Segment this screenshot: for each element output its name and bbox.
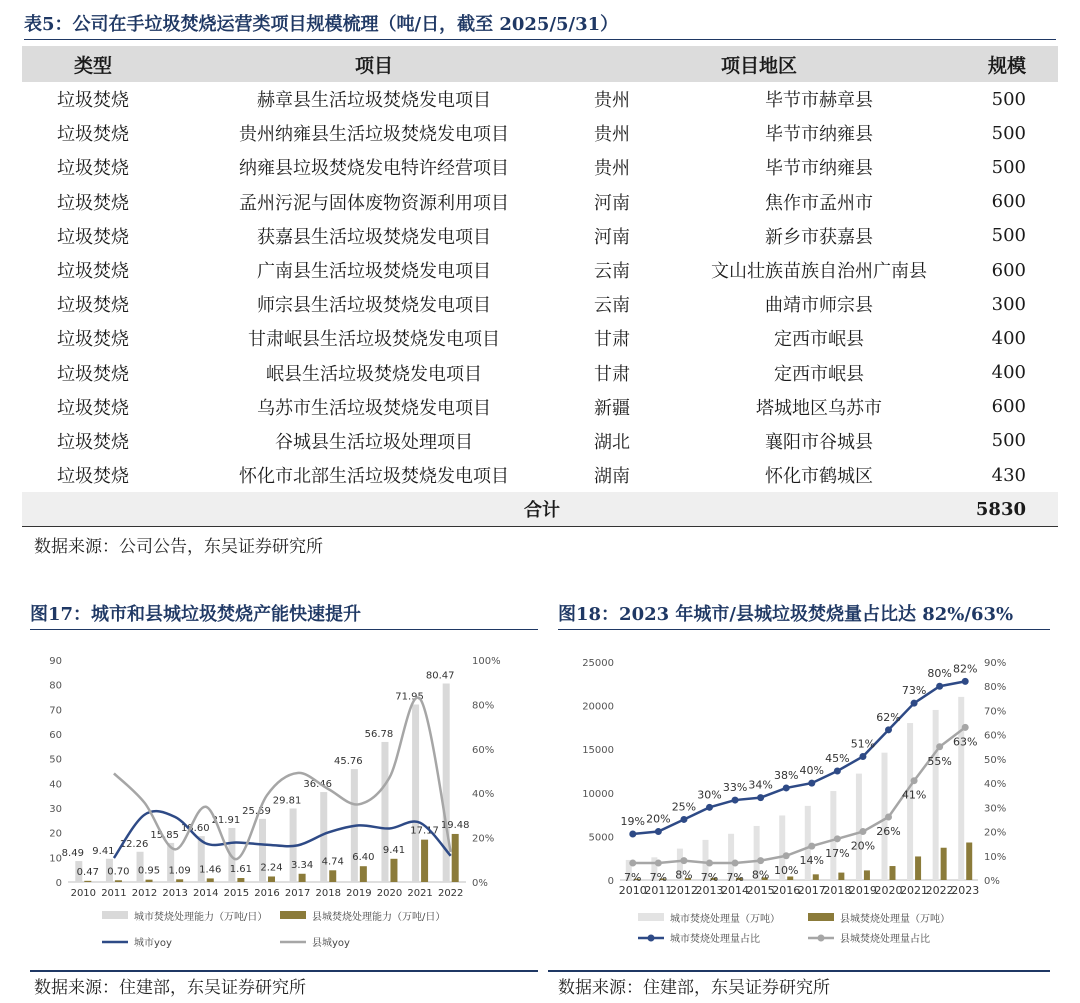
legend-label: 县城焚烧处理能力（万吨/日） [312,912,446,923]
county-line-data-label: 8% [675,868,693,882]
county-bar [299,874,306,882]
y-left-tick-label: 50 [49,754,62,766]
row-province: 云南 [594,295,630,317]
county-bar [390,859,397,882]
city-bar [320,792,327,882]
county-bar-data-label: 9.41 [382,844,406,856]
total-label: 合计 [164,492,584,526]
x-tick-label: 2011 [644,884,673,897]
row-type: 垃圾焚烧 [57,261,129,283]
x-tick-label: 2021 [407,888,433,899]
row-type: 垃圾焚烧 [57,466,129,488]
row-type: 垃圾焚烧 [57,363,129,385]
y-left-tick-label: 0 [55,878,62,889]
row-type: 垃圾焚烧 [57,192,129,214]
county-bar [176,879,183,882]
row-scale: 300 [991,293,1027,315]
city-line-point [834,768,841,775]
row-province: 贵州 [594,124,630,146]
table-row [22,219,1058,253]
county-line-point [834,835,841,842]
row-province: 甘肃 [594,363,630,385]
y-left-tick-label: 60 [49,730,62,741]
county-bar [237,878,244,882]
y-right-tick-label: 20% [472,833,495,845]
city-line-data-label: 82% [952,662,978,676]
y-right-tick-label: 30% [984,803,1007,815]
header-type: 类型 [22,46,164,82]
legend-swatch [280,911,306,919]
city-bar-data-label: 36.46 [303,779,333,791]
city-bar-data-label: 9.41 [92,845,115,857]
county-bar [115,880,122,882]
county-bar-data-label: 1.09 [168,865,191,877]
city-bar-data-label: 71.95 [395,691,424,703]
county-line-point [655,860,662,867]
x-tick-label: 2019 [346,888,372,899]
legend-label: 城市yoy [134,938,172,949]
legend-label: 县城焚烧处理量（万吨） [840,914,950,925]
row-scale: 500 [991,156,1027,178]
county-bar [813,874,819,880]
x-tick-label: 2011 [101,888,127,899]
county-line-data-label: 17% [825,846,850,860]
row-area: 怀化市鹤城区 [765,466,873,488]
row-type: 垃圾焚烧 [57,431,129,453]
county-line-data-label: 26% [876,825,901,839]
figure17-divider [30,970,538,972]
county-bar [966,843,972,880]
row-province: 河南 [594,226,630,248]
county-line-point [783,852,790,859]
county-bar-data-label: 0.47 [76,866,99,878]
row-project: 乌苏市生活垃圾焚烧发电项目 [257,397,491,419]
row-area: 塔城地区乌苏市 [756,397,882,419]
y-left-tick-label: 90 [49,656,62,667]
table-row [22,185,1058,219]
table-row [22,321,1058,355]
county-line-data-label: 10% [773,863,799,877]
figure17-source: 数据来源：住建部，东吴证券研究所 [34,978,306,998]
x-tick-label: 2018 [823,884,852,897]
x-tick-label: 2013 [162,888,188,899]
legend-swatch [808,913,834,921]
city-bar-data-label: 80.47 [425,670,455,682]
county-line-point [706,860,713,867]
x-tick-label: 2010 [70,888,97,899]
county-bar [941,848,947,880]
row-area: 定西市岷县 [774,363,864,385]
city-line-data-label: 38% [773,768,799,782]
x-tick-label: 2015 [746,884,775,897]
city-bar-data-label: 45.76 [334,756,363,768]
legend-swatch [638,913,664,921]
county-line-point [680,857,687,864]
city-line-data-label: 19% [620,814,646,828]
county-bar [146,880,153,882]
city-line-data-label: 30% [697,788,722,802]
y-right-tick-label: 10% [984,851,1007,863]
row-scale: 500 [991,88,1027,110]
county-line-point [885,814,892,821]
county-line-data-label: 7% [649,871,668,885]
row-project: 获嘉县生活垃圾焚烧发电项目 [257,226,491,248]
row-project: 贵州纳雍县生活垃圾焚烧发电项目 [239,124,509,146]
y-right-tick-label: 80% [472,700,495,712]
figure17-title: 图17：城市和县城垃圾焚烧产能快速提升 [30,600,538,630]
city-bar-data-label: 18.60 [180,823,210,835]
city-bar [958,697,964,880]
row-province: 贵州 [594,158,630,180]
county-line-data-label: 7% [624,871,642,885]
county-line-point [629,860,636,867]
county-bar [268,876,275,882]
city-bar [830,791,836,880]
city-bar [856,774,862,880]
x-tick-label: 2013 [695,884,724,897]
table-row [22,287,1058,321]
row-area: 焦作市孟州市 [765,192,873,214]
county-line-point [757,857,764,864]
row-project: 甘肃岷县生活垃圾焚烧发电项目 [248,329,500,351]
city-bar-data-label: 21.91 [211,814,241,826]
county-line-point [732,860,739,867]
x-tick-label: 2014 [721,884,750,897]
row-type: 垃圾焚烧 [57,397,129,419]
y-left-tick-label: 0 [607,876,614,887]
figure18-title: 图18：2023 年城市/县城垃圾焚烧量占比达 82%/63% [558,600,1050,630]
y-right-tick-label: 60% [472,744,495,756]
city-bar-data-label: 25.59 [242,805,271,817]
city-bar-data-label: 15.85 [150,829,179,841]
city-bar-data-label: 8.49 [61,848,84,860]
total-value: 5830 [934,492,1058,526]
row-type: 垃圾焚烧 [57,124,129,146]
county-bar [915,856,921,880]
figure17-chart [30,640,540,960]
y-left-tick-label: 25000 [582,658,614,669]
y-right-tick-label: 0% [472,878,488,889]
city-line-point [680,816,687,823]
row-project: 孟州污泥与固体废物资源利用项目 [239,192,509,214]
x-tick-label: 2014 [193,888,219,899]
county-bar [360,866,367,882]
y-right-tick-label: 60% [984,730,1007,742]
legend-marker [648,935,655,942]
x-tick-label: 2012 [131,888,158,899]
county-bar-data-label: 0.70 [107,866,130,878]
row-province: 贵州 [594,90,630,112]
county-line-point [911,777,918,784]
y-left-tick-label: 10 [49,853,62,865]
city-bar-data-label: 12.26 [119,838,149,850]
legend-marker [818,935,825,942]
row-area: 毕节市纳雍县 [765,124,873,146]
y-left-tick-label: 30 [49,804,62,815]
legend-label: 县城焚烧处理量占比 [840,934,930,945]
county-bar-data-label: 1.46 [199,864,222,876]
table-row [22,253,1058,287]
county-bar [452,834,459,882]
city-line-data-label: 25% [671,800,697,814]
table-row [22,116,1058,150]
city-line-point [808,780,815,787]
legend-label: 城市焚烧处理量（万吨） [670,914,780,925]
y-right-tick-label: 20% [984,827,1007,839]
city-line-data-label: 80% [927,667,952,681]
figure18-chart [558,640,1052,960]
city-line-point [885,726,892,733]
y-left-tick-label: 80 [49,680,62,692]
city-line-point [732,797,739,804]
city-line-data-label: 33% [722,781,748,795]
city-line-point [859,753,866,760]
y-right-tick-label: 80% [984,682,1007,694]
city-line-data-label: 73% [901,684,927,698]
x-tick-label: 2017 [284,888,311,899]
y-right-tick-label: 70% [984,706,1007,718]
x-tick-label: 2017 [797,884,826,897]
city-bar-data-label: 56.78 [364,728,394,740]
legend-label: 城市焚烧处理量占比 [670,934,760,945]
county-bar [84,881,91,882]
row-scale: 500 [991,122,1027,144]
city-bar [933,710,939,880]
row-province: 湖南 [594,466,630,488]
county-line-data-label: 63% [952,735,978,749]
x-tick-label: 2023 [951,884,980,897]
y-left-tick-label: 15000 [582,745,614,757]
county-line-data-label: 8% [751,868,770,882]
table-header-row [22,46,1058,82]
row-area: 毕节市赫章县 [765,90,873,112]
row-scale: 400 [991,362,1027,384]
row-province: 新疆 [594,397,630,419]
county-bar-data-label: 2.24 [260,862,283,874]
city-line-point [757,794,764,801]
county-bar-data-label: 4.74 [321,856,344,868]
x-tick-label: 2022 [925,884,954,897]
county-line-point [859,828,866,835]
row-type: 垃圾焚烧 [57,158,129,180]
x-tick-label: 2021 [900,884,929,897]
row-project: 怀化市北部生活垃圾焚烧发电项目 [239,466,509,488]
project-table [22,46,1058,527]
row-type: 垃圾焚烧 [57,295,129,317]
legend-swatch [102,911,128,919]
county-bar [329,870,336,882]
x-tick-label: 2016 [772,884,801,897]
county-bar-data-label: 0.95 [137,865,161,877]
row-project: 谷城县生活垃圾处理项目 [275,431,473,453]
city-line-point [962,678,969,685]
table-row [22,150,1058,184]
city-line-data-label: 34% [748,778,773,792]
x-tick-label: 2015 [223,888,250,899]
city-line-point [783,784,790,791]
city-bar-data-label: 29.81 [272,795,302,807]
county-line-data-label: 7% [726,871,744,885]
figure18-source: 数据来源：住建部，东吴证券研究所 [558,978,830,998]
row-scale: 430 [991,464,1027,486]
row-type: 垃圾焚烧 [57,90,129,112]
y-left-tick-label: 5000 [588,832,614,844]
y-right-tick-label: 0% [984,876,1000,887]
row-area: 定西市岷县 [774,329,864,351]
x-tick-label: 2018 [315,888,341,899]
city-line-point [911,700,918,707]
city-line-data-label: 51% [850,737,876,751]
county-bar [838,873,844,880]
header-scale: 规模 [934,46,1058,82]
y-left-tick-label: 40 [49,779,62,791]
county-line-data-label: 20% [850,839,876,853]
x-tick-label: 2012 [669,884,698,897]
figure18-divider [548,970,1050,972]
county-line-data-label: 41% [901,788,927,802]
header-project: 项目 [164,46,584,82]
county-line-point [808,843,815,850]
row-scale: 500 [991,430,1027,452]
table-row [22,390,1058,424]
county-bar [421,840,428,882]
y-left-tick-label: 10000 [582,788,614,800]
row-area: 曲靖市师宗县 [765,295,873,317]
y-left-tick-label: 20000 [582,701,614,713]
x-tick-label: 2010 [618,884,647,897]
row-project: 岷县生活垃圾焚烧发电项目 [266,363,482,385]
county-line-data-label: 55% [927,754,952,768]
city-bar [381,742,388,882]
row-scale: 600 [991,191,1027,213]
row-project: 师宗县生活垃圾焚烧发电项目 [257,295,491,317]
x-tick-label: 2019 [848,884,877,897]
city-line-data-label: 45% [825,752,850,765]
county-line-point [962,724,969,731]
county-bar-data-label: 6.40 [352,852,375,864]
city-line-point [936,683,943,690]
city-bar [805,806,811,880]
city-bar [412,705,419,882]
row-scale: 400 [991,327,1027,349]
row-province: 甘肃 [594,329,630,351]
city-line-point [629,830,636,837]
county-bar-data-label: 1.61 [229,864,253,876]
county-bar [787,877,793,880]
y-left-tick-label: 70 [49,705,62,717]
y-right-tick-label: 40% [472,789,495,801]
table-title: 表5：公司在手垃圾焚烧运营类项目规模梳理（吨/日，截至 2025/5/31） [24,10,1056,40]
city-line-data-label: 20% [646,812,671,826]
legend-label: 县城yoy [312,938,350,949]
row-area: 襄阳市谷城县 [765,431,873,453]
row-province: 湖北 [594,431,630,453]
row-area: 文山壮族苗族自治州广南县 [711,261,927,283]
row-scale: 500 [991,225,1027,247]
city-line-data-label: 40% [799,764,825,778]
county-bar [864,870,870,880]
row-type: 垃圾焚烧 [57,329,129,351]
y-right-tick-label: 50% [984,754,1007,766]
y-left-tick-label: 20 [49,828,62,840]
county-bar-data-label: 17.17 [410,825,439,837]
table-row [22,458,1058,492]
county-line-data-label: 7% [700,871,719,885]
county-bar-data-label: 3.34 [290,859,314,871]
legend-label: 城市焚烧处理能力（万吨/日） [134,912,268,923]
row-project: 赫章县生活垃圾焚烧发电项目 [257,90,491,112]
x-tick-label: 2020 [874,884,903,897]
row-project: 纳雍县垃圾焚烧发电特许经营项目 [239,158,509,180]
header-region: 项目地区 [584,46,934,82]
y-right-tick-label: 90% [984,658,1007,669]
row-province: 云南 [594,261,630,283]
row-scale: 600 [991,396,1027,418]
y-right-tick-label: 100% [472,656,501,667]
row-type: 垃圾焚烧 [57,226,129,248]
row-province: 河南 [594,192,630,214]
table-row [22,424,1058,458]
city-line-data-label: 62% [876,710,901,724]
city-line-point [706,804,713,811]
total-row [22,492,1058,526]
x-tick-label: 2022 [437,888,464,899]
table-row [22,356,1058,390]
county-bar [890,866,896,880]
row-area: 新乡市获嘉县 [765,226,873,248]
county-bar-data-label: 19.48 [440,819,470,831]
county-bar [207,878,214,882]
row-project: 广南县生活垃圾焚烧发电项目 [257,261,491,283]
city-line-point [655,828,662,835]
x-tick-label: 2016 [254,888,280,899]
county-line-data-label: 14% [799,854,825,868]
table-row [22,82,1058,116]
county-line-point [936,743,943,750]
y-right-tick-label: 40% [984,779,1007,791]
table-source: 数据来源：公司公告，东吴证券研究所 [34,537,323,557]
row-area: 毕节市纳雍县 [765,158,873,180]
x-tick-label: 2020 [376,888,403,899]
row-scale: 600 [991,259,1027,281]
